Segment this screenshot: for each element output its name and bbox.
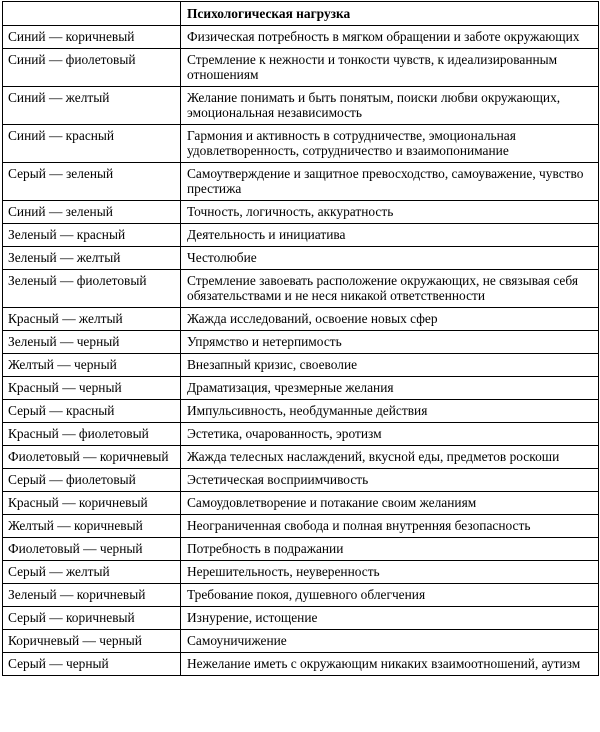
color-pair-cell: Серый — фиолетовый	[3, 469, 181, 492]
psychological-load-cell: Стремление к нежности и тонкости чувств, к идеализированным отношениям	[181, 49, 599, 87]
color-pair-cell: Коричневый — черный	[3, 630, 181, 653]
psychological-load-cell: Жажда исследований, освоение новых сфер	[181, 308, 599, 331]
psychological-load-cell: Нерешительность, неуверенность	[181, 561, 599, 584]
table-row	[3, 87, 599, 125]
psychological-load-cell: Требование покоя, душевного облегчения	[181, 584, 599, 607]
color-pair-cell: Синий — фиолетовый	[3, 49, 181, 87]
table-row	[3, 163, 599, 201]
color-pair-cell: Зеленый — красный	[3, 224, 181, 247]
table-row	[3, 607, 599, 630]
color-pair-cell: Серый — красный	[3, 400, 181, 423]
color-pair-cell: Зеленый — черный	[3, 331, 181, 354]
color-pair-cell: Синий — желтый	[3, 87, 181, 125]
color-pair-cell: Красный — фиолетовый	[3, 423, 181, 446]
header-row	[3, 2, 599, 26]
table-row	[3, 400, 599, 423]
table-row	[3, 201, 599, 224]
table-row	[3, 224, 599, 247]
color-pair-cell: Серый — желтый	[3, 561, 181, 584]
table-row	[3, 492, 599, 515]
table-row	[3, 331, 599, 354]
color-pair-cell: Красный — коричневый	[3, 492, 181, 515]
psychological-load-cell: Нежелание иметь с окружающим никаких взаимоотношений, аутизм	[181, 653, 599, 676]
psychological-load-cell: Самоутверждение и защитное превосходство, самоуважение, чувство престижа	[181, 163, 599, 201]
psychological-load-cell: Внезапный кризис, своеволие	[181, 354, 599, 377]
psychological-load-cell: Точность, логичность, аккуратность	[181, 201, 599, 224]
psychological-load-cell: Потребность в подражании	[181, 538, 599, 561]
color-pair-cell: Фиолетовый — черный	[3, 538, 181, 561]
color-pair-cell: Зеленый — фиолетовый	[3, 270, 181, 308]
color-pair-cell: Синий — зеленый	[3, 201, 181, 224]
psychological-load-cell: Неограниченная свобода и полная внутренняя безопасность	[181, 515, 599, 538]
psychological-load-cell: Импульсивность, необдуманные действия	[181, 400, 599, 423]
color-pair-cell: Фиолетовый — коричневый	[3, 446, 181, 469]
psychological-load-cell: Драматизация, чрезмерные желания	[181, 377, 599, 400]
psychological-load-cell: Самоуничижение	[181, 630, 599, 653]
header-color-pair	[3, 2, 181, 26]
table-row	[3, 653, 599, 676]
color-pair-cell: Желтый — черный	[3, 354, 181, 377]
psychological-load-cell: Физическая потребность в мягком обращении и заботе окружающих	[181, 26, 599, 49]
psychological-load-cell: Эстетика, очарованность, эротизм	[181, 423, 599, 446]
header-psychological-load: Психологическая нагрузка	[181, 2, 599, 26]
psychological-load-cell: Стремление завоевать расположение окружающих, не связывая себя обязательствами и не неся никакой ответственности	[181, 270, 599, 308]
color-pair-cell: Синий — коричневый	[3, 26, 181, 49]
table-row	[3, 377, 599, 400]
table-row	[3, 538, 599, 561]
table-row	[3, 125, 599, 163]
table-row	[3, 469, 599, 492]
psychological-load-cell: Честолюбие	[181, 247, 599, 270]
table-row	[3, 270, 599, 308]
table-row	[3, 561, 599, 584]
table-row	[3, 515, 599, 538]
psychological-load-cell: Жажда телесных наслаждений, вкусной еды, предметов роскоши	[181, 446, 599, 469]
color-pair-cell: Красный — черный	[3, 377, 181, 400]
color-pair-cell: Зеленый — желтый	[3, 247, 181, 270]
color-pair-cell: Зеленый — коричневый	[3, 584, 181, 607]
table-body	[3, 26, 599, 676]
color-pairs-table	[2, 1, 599, 676]
table-row	[3, 247, 599, 270]
color-pair-cell: Серый — черный	[3, 653, 181, 676]
color-pair-cell: Красный — желтый	[3, 308, 181, 331]
psychological-load-cell: Самоудовлетворение и потакание своим желаниям	[181, 492, 599, 515]
table-row	[3, 423, 599, 446]
color-pair-cell: Синий — красный	[3, 125, 181, 163]
color-pair-cell: Серый — коричневый	[3, 607, 181, 630]
table-row	[3, 446, 599, 469]
psychological-load-cell: Упрямство и нетерпимость	[181, 331, 599, 354]
table-row	[3, 584, 599, 607]
psychological-load-cell: Желание понимать и быть понятым, поиски любви окружающих, эмоциональная независимость	[181, 87, 599, 125]
psychological-load-cell: Изнурение, истощение	[181, 607, 599, 630]
color-pair-cell: Желтый — коричневый	[3, 515, 181, 538]
table-row	[3, 354, 599, 377]
table-row	[3, 308, 599, 331]
table-row	[3, 49, 599, 87]
table-row	[3, 630, 599, 653]
table-row	[3, 26, 599, 49]
psychological-load-cell: Гармония и активность в сотрудничестве, эмоциональная удовлетворенность, сотрудничество и взаимопонимание	[181, 125, 599, 163]
color-pair-cell: Серый — зеленый	[3, 163, 181, 201]
psychological-load-cell: Эстетическая восприимчивость	[181, 469, 599, 492]
psychological-load-cell: Деятельность и инициатива	[181, 224, 599, 247]
